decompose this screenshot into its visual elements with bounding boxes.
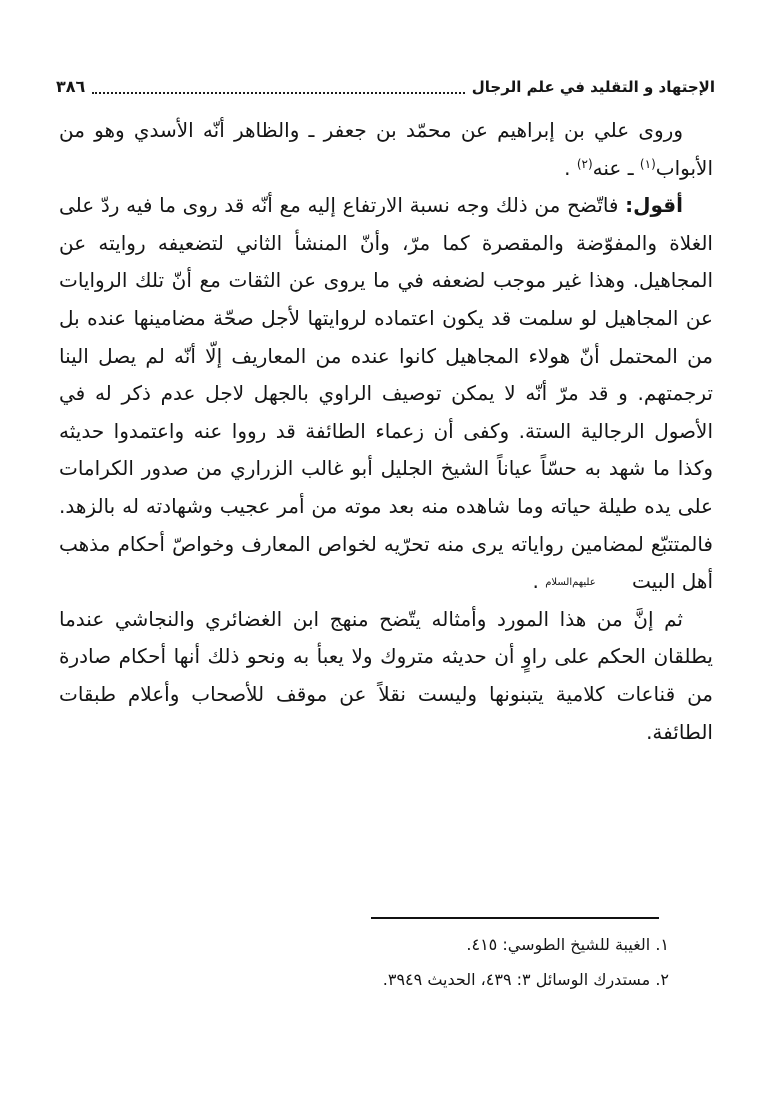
paragraph-1-text: ـ عنه [592,155,640,180]
paragraph-2-text: فاتّضح من ذلك وجه نسبة الارتفاع إليه مع أنّه قد روى ما فيه ردّ على الغلاة والمفوّضة والمقصرة كما مرّ، وأنّ المنشأ الثاني لتضعيفه روايته عن المجاهيل. وهذا غير موجب لضعفه في ما يروى عن الثقات مع أنّ تلك الروايات عن المجاهيل لو سلمت قد يكون اعتماده لروايتها لأجل صحّة مضامينها عنده بل من المحتمل أنّ هولاء المجاهيل كانوا عنده من المعاريف إلّا أنّه لم يصل الينا ترجمتهم. و قد مرّ أنّه لا يمكن توصيف الراوي بالجهل لاجل عدم ذكر له في الأصول الرجالية الستة. وكفى أن زعماء الطائفة قد رووا عنه واعتمدوا حديثه وكذا ما شهد به حسّاً عياناً الشيخ الجليل أبو غالب الزراري من صدور الكرامات على يده طيلة حياته وما شاهده منه بعد موته من أمر عجيب وشهادته له بالزهد. فالمتتبّع لمضامين رواياته يرى منه تحرّيه لخواص المعارف وخواصّ أحكام مذهب أهل البيت [59,193,713,594]
paragraph-1 [59,112,713,187]
footnote-marker-2: (٢) [576,156,593,171]
main-text-block [59,112,713,751]
paragraph-1-text: وروى علي بن إبراهيم عن محمّد بن جعفر ـ والظاهر أنّه الأسدي وهو من الأبواب [59,118,713,180]
footnotes-block [189,928,669,997]
paragraph-3 [59,601,713,751]
dotted-leader [92,92,464,94]
page-number: ٣٨٦ [56,77,86,96]
paragraph-2-text: . [532,569,546,594]
footnote-separator-rule [371,917,659,919]
paragraph-2-lead-word: أقول: [625,193,683,218]
footnote-1: ١. الغيبة للشيخ الطوسي: ٤١٥. [466,935,669,954]
running-header-title: الإجتهاد و التقليد في علم الرجال [471,78,715,96]
paragraph-1-text: . [564,155,577,180]
footnote-2: ٢. مستدرك الوسائل ٣: ٤٣٩، الحديث ٣٩٤٩. [382,969,669,989]
running-header [56,76,715,98]
paragraph-3-text: ثم إنَّ من هذا المورد وأمثاله يتّضح منهج ابن الغضائري والنجاشي عندما يطلقان الحكم على راوٍ أن حديثه متروك ولا يعبأ به ونحو ذلك أنها أحكام صادرة من قناعات كلامية يتبنونها وليست نقلاً عن موقف للأصحاب وأعلام طبقات الطائفة. [59,606,713,744]
footnote-marker-1: (١) [639,156,656,171]
paragraph-2: أقول: فاتّضح من ذلك وجه نسبة الارتفاع إليه مع أنّه قد روى ما فيه ردّ على الغلاة والمفوّضة والمقصرة كما مرّ، وأنّ المنشأ الثاني لتضعيفه روايته عن المجاهيل. وهذا غير موجب لضعفه في ما يروى عن الثقات مع أنّ تلك الروايات عن المجاهيل لو سلمت قد يكون اعتماده لروايتها لأجل صحّة مضامينها عنده بل من المحتمل أنّ هولاء المجاهيل كانوا عنده من المعاريف إلّا أنّه لم يصل الينا ترجمتهم. و قد مرّ أنّه لا يمكن توصيف الراوي بالجهل لاجل عدم ذكر له في الأصول الرجالية الستة. وكفى أن زعماء الطائفة قد رووا عنه واعتمدوا حديثه وكذا ما شهد به حسّاً عياناً الشيخ الجليل أبو غالب الزراري من صدور الكرامات على يده طيلة حياته وما شاهده منه بعد موته من أمر عجيب وشهادته له بالزهد. فالمتتبّع لمضامين رواياته يرى منه تحرّيه لخواص المعارف وخواصّ أحكام مذهب أهل البيت عليهم‌السلام . [59,193,713,594]
